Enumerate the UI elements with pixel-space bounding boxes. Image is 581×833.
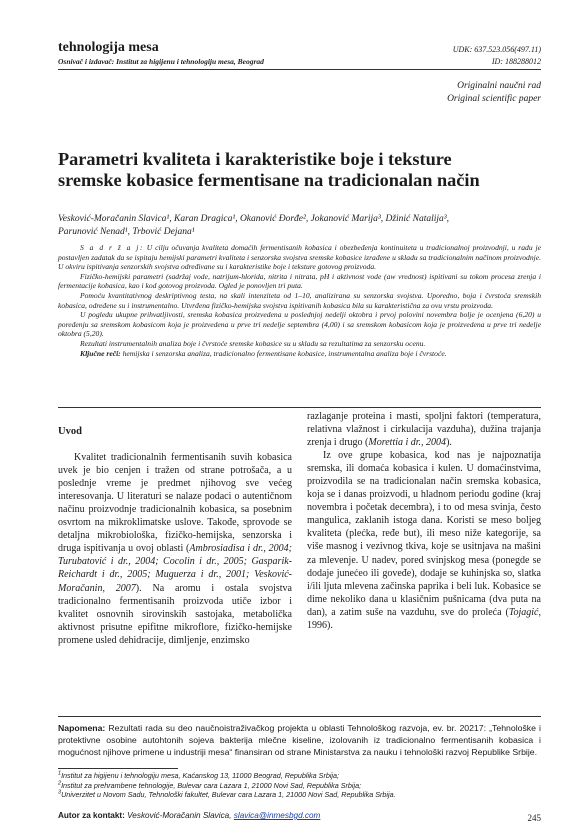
abstract-label: S a d r ž a j: xyxy=(80,243,144,252)
keywords: hemijska i senzorska analiza, tradicionalno fermentisane kobasice, instrumentalna analiza boje i čvrstoće. xyxy=(122,348,447,358)
abstract-p2: Fizičko-hemijski parametri (sadržaj vode, natrijum-hlorida, nitrita i nitrata, pH i aktivnost vode (aw vrednost) ispitivani su tokom procesa zrenja i fermentacije kobasica, kao i kod gotovog proizvoda. Ogled je ponovljen tri puta. xyxy=(58,271,541,291)
section-title: Uvod xyxy=(58,426,82,437)
intro-paragraph-1-cont: razlaganje proteina i masti, spoljni faktori (temperatura, relativna vlažnost i cirkulacija vazduha), dužina trajanja zrenja i drugo (Morettia i dr., 2004). xyxy=(307,411,541,449)
page-number: 245 xyxy=(527,813,541,823)
article-id: ID: 188288012 xyxy=(491,57,541,66)
paper-type-en: Original scientific paper xyxy=(447,94,541,104)
journal-title: tehnologija mesa xyxy=(58,40,159,55)
affiliations xyxy=(58,771,541,800)
header-rule xyxy=(58,69,541,70)
author-list xyxy=(58,213,541,238)
paper-title xyxy=(58,149,541,191)
affiliation-3: $^3$Univerzitet u Novom Sadu, Tehnološki fakultet, Bulevar cara Lazara 1, 21000 Novi Sad, Republika Srbija. xyxy=(58,789,396,799)
abstract xyxy=(58,243,541,358)
contact-name: Vesković-Moračanin Slavica, xyxy=(124,811,234,820)
abstract-p1: U cilju očuvanja kvaliteta domaćih fermentisanih kobasica i obezbeđenja kontinuiteta u tradicionalnoj proizvodnji, u radu je postavljen zadatak da se ispitaju hemijski parametri kvaliteta i senzorska svojstva sremske kobasice izrađene u skladu sa tradicionalnim načinom proizvodnje. U okviru ispitivanja senzorskih svojstva određivane su i karakteristike boje i teksture gotovog proizvoda. xyxy=(58,243,541,272)
right-column xyxy=(307,410,541,632)
left-column xyxy=(58,425,292,647)
funding-note xyxy=(58,722,541,758)
keywords-label: Ključne reči: xyxy=(80,348,121,358)
contact-label: Autor za kontakt: xyxy=(58,811,125,820)
intro-paragraph-2: Iz ove grupe kobasica, kod nas je najpoznatija sremska, ili domaća kobasica i kulen. U domaćinstvima, proizvodila se na tradicionalan način sremska kobasica, koja se i danas proizvodi, u hladnom periodu godine (kraj novembra i početak decembra), i to od mesa svinja, često mangulica, zaklanih istoga dana. Koristi se meso boljeg kvaliteta (plećka, ređe but), ili meso niže kategorije, sa više masnog i vezivnog tkiva, koje se usitnjava na mašini za mlevenje. U nadev, pored svinjskog mesa (ponegde se dodaje junećeo ili goveđe), dodaje se kuhinjska so, slatka i/ili ljuta mlevena začinska paprika i beli luk. Kobasice se dime nekoliko dana u klasičnim pušnicama (dva puta na dan), a zatim suše na vazduhu, sve do proleća (Tojagić, 1996). xyxy=(307,450,541,631)
citation-list: Ambrosiadisa i dr., 2004; Turubatović i dr., 2004; Cocolin i dr., 2005; Gasparik-Reichardt i dr., 2005; Muguerza i dr., 2001; Vesković-Moračanin, 2007 xyxy=(58,543,293,594)
contact-author xyxy=(58,811,541,820)
paper-type-sr: Originalni naučni rad xyxy=(457,81,541,91)
note-label: Napomena: xyxy=(58,723,106,733)
abstract-p4: U pogledu ukupne prihvatljivosti, sremska kobasica proizvedena u poslednjoj nedelji oktobra i prvoj polovini novembra bolje je ocenjena (6,20) u poređenju sa sremskom kobasicom koja je proizvedena u prve tri nedelje septembra (4,00) i sa sremskom kobasicom koja je proizvedena u prve tri nedelje oktobra (5,20). xyxy=(58,310,541,339)
citation-tojagic: Tojagić xyxy=(508,606,539,618)
note-text: Rezultati rada su deo naučnoistraživačkog projekta u oblasti Tehnološkog razvoja, ev. br. 20217: „Tehnološke i protektivne osobine autohtonih sojeva bakterija mlečne kiseline, izolovanih iz tradicionalno fermentisanih kobasica i mogućnost njihove primene u industriji mesa“ finansiran od strane Ministarstva za nauku i tehnološki razvoj Republike Srbije. xyxy=(58,723,541,757)
authors-line-1: Vesković-Moračanin Slavica¹, Karan Dragica¹, Okanović Đorđe², Jokanović Marija³, Džinić Natalija³, xyxy=(58,214,449,224)
publisher-line: Osnivač i izdavač: Institut za higijenu i tehnologiju mesa, Beograd xyxy=(58,57,264,66)
paper-type xyxy=(447,80,541,106)
note-rule xyxy=(58,716,541,717)
affiliation-2: $^2$Institut za prehrambene tehnologije, Bulevar cara Lazara 1, 21000 Novi Sad, Republika Srbija; xyxy=(58,780,362,790)
affiliation-1: $^1$Institut za higijenu i tehnologiju mesa, Kaćanskog 13, 11000 Beograd, Republika Srbija; xyxy=(58,770,340,780)
udk-code: UDK: 637.523.056(497.11) xyxy=(452,45,541,54)
intro-paragraph-1: Kvalitet tradicionalnih fermentisanih suvih kobasica uvek je bio cenjen i tražen od strane potrošača, a u poslednje vreme je predmet njihovog sve većeg interesovanja. U literaturi se nalaze podaci o autentičnom načinu proizvodnje tradicionalnih kobasica, sa posebnim osvrtom na mikroklimatske uslove. Takođe, sprovode se detaljna mikrobiološka, fizičko-hemijska, senzorska i druga ispitivanja u ovoj oblasti (Ambrosiadisa i dr., 2004; Turubatović i dr., 2004; Cocolin i dr., 2005; Gasparik-Reichardt i dr., 2005; Muguerza i dr., 2001; Vesković-Moračanin, 2007). Na aromu i ostala svojstva tradicionalno fermentisanih proizvoda utiče izbor i kvalitet osnovnih sirovinskih sastojaka, metabolička aktivnost prisutne epifitne mikroflore, fizičko-hemijske promene usled dehidracije, dimljenje, enzimsko xyxy=(58,452,293,646)
title-line-1: Parametri kvaliteta i karakteristike boje i teksture xyxy=(58,149,452,169)
abstract-p5: Rezultati instrumentalnih analiza boje i čvrstoće sremske kobasice su u skladu sa rezultatima za senzorsku ocenu. xyxy=(80,338,426,348)
abstract-p3: Pomoću kvantitativnog deskriptivnog testa, na skali intenziteta od 1–10, analizirana su senzorska svojstva. Uporedno, boja i čvrstoća sremskih kobasica, određene su i instrumentalno. Utvrđena fizičko-hemijska svojstva ispitivanih kobasica bila su karakteristična za ovu vrstu proizvoda. xyxy=(58,290,541,310)
abstract-rule xyxy=(58,407,541,408)
footnote-rule xyxy=(58,768,178,769)
authors-line-2: Parunović Nenad¹, Trbović Dejana¹ xyxy=(58,226,195,237)
udk-block xyxy=(453,44,541,68)
title-line-2: sremske kobasice fermentisane na tradicionalan način xyxy=(58,170,480,190)
citation-moretti: Morettia i dr., 2004 xyxy=(368,437,447,449)
contact-email-link[interactable]: slavica@inmesbgd.com xyxy=(233,811,321,820)
